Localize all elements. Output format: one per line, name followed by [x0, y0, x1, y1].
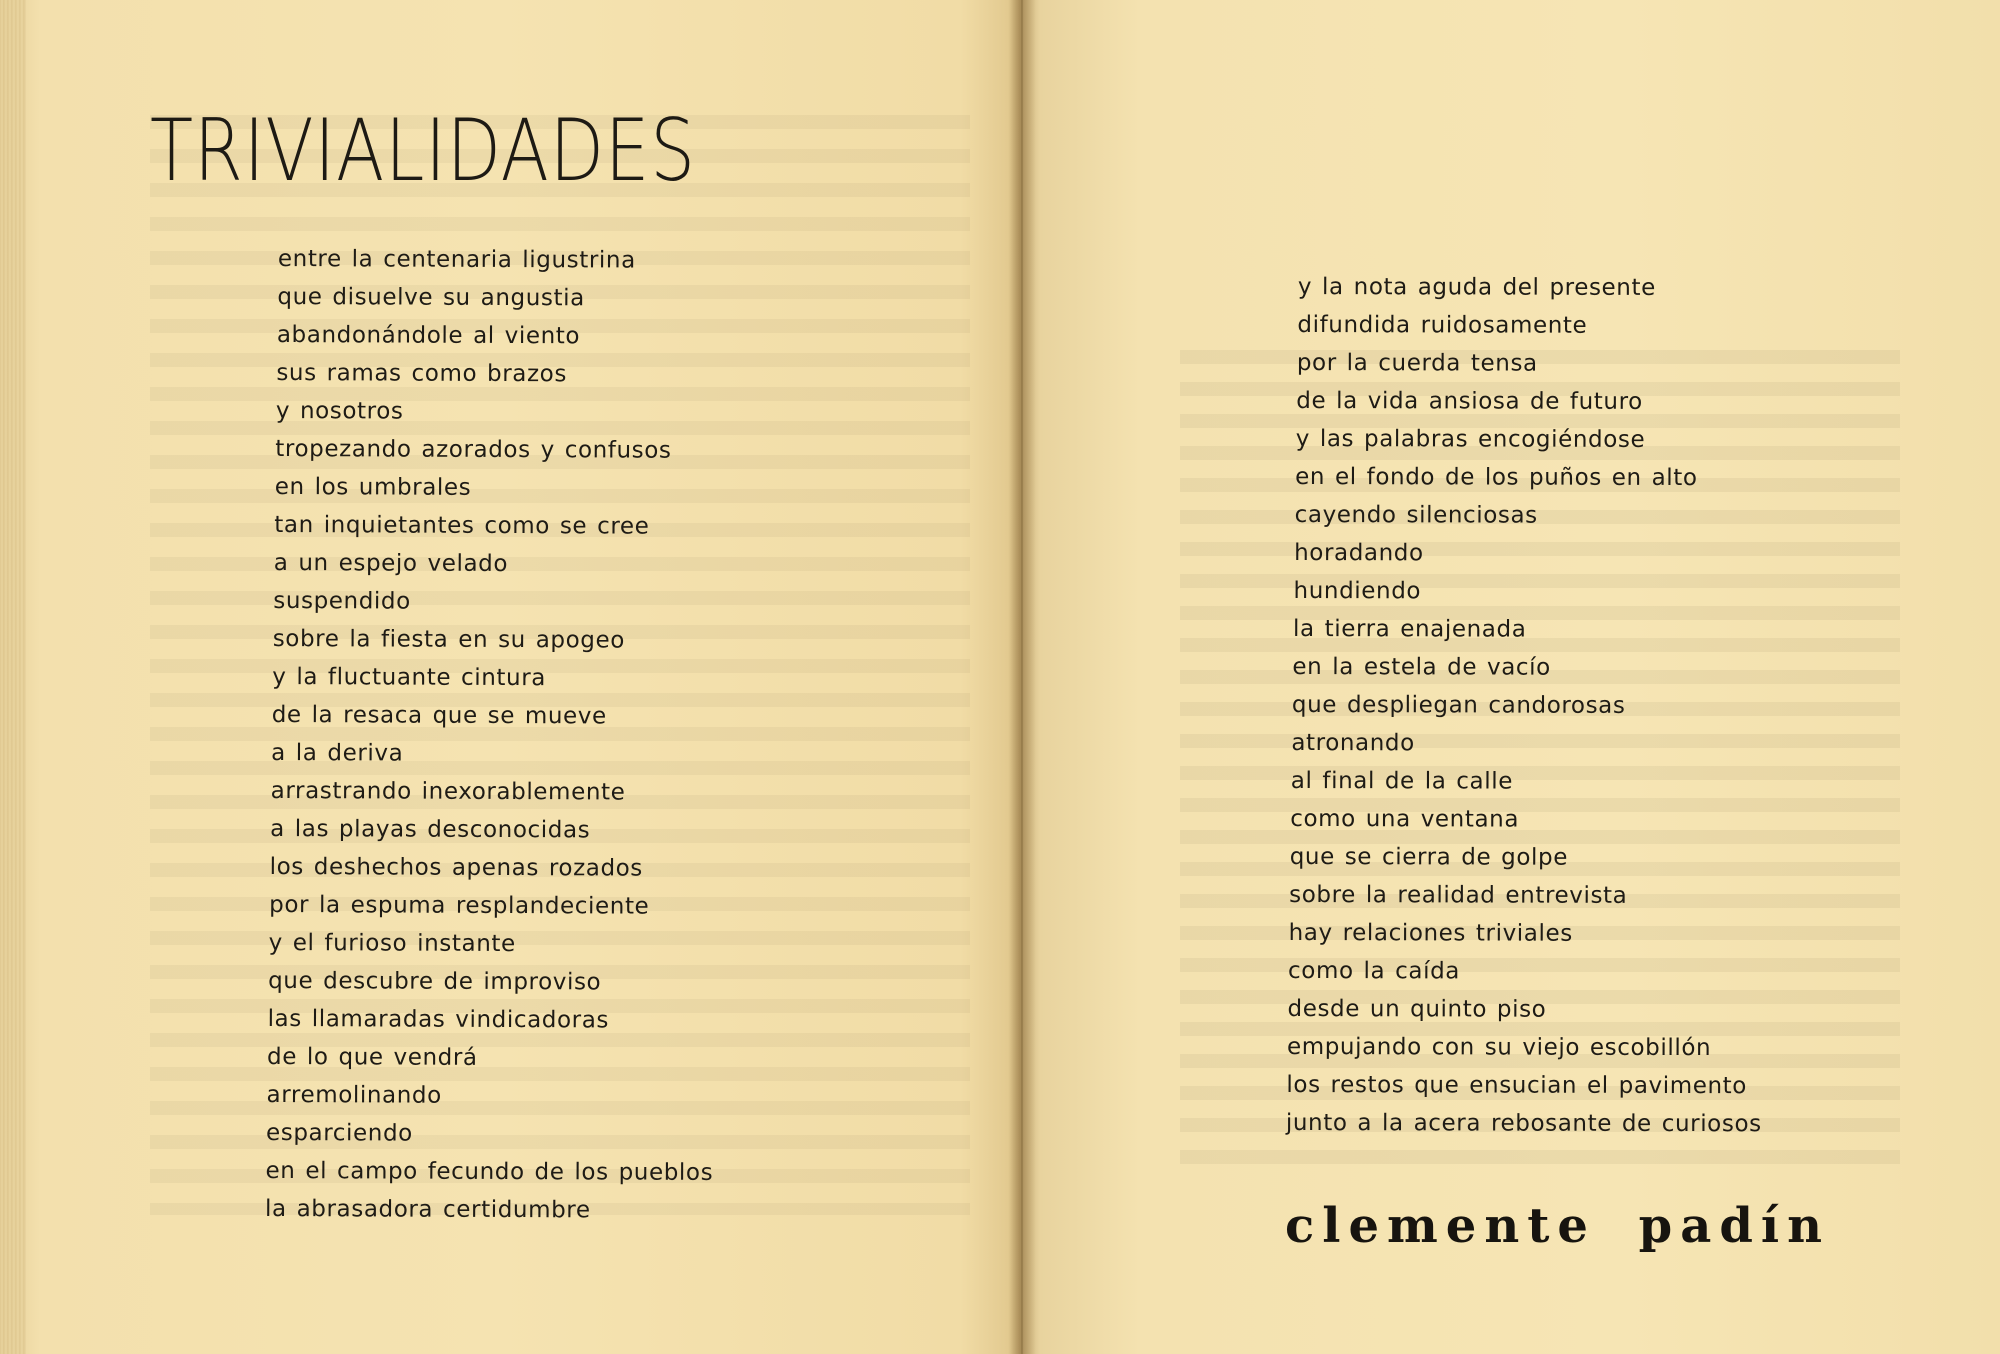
poem-line: la tierra enajenada: [1292, 615, 1527, 643]
poem-line: por la espuma resplandeciente: [269, 891, 650, 920]
poem-line: hundiendo: [1293, 577, 1422, 605]
poem-line: atronando: [1291, 729, 1415, 757]
poem-line: y las palabras encogiéndose: [1295, 425, 1646, 453]
poem-line: hay relaciones triviales: [1288, 919, 1573, 947]
poem-line: suspendido: [273, 587, 411, 615]
poem-line: sobre la fiesta en su apogeo: [272, 625, 626, 654]
poem-line: de la resaca que se mueve: [271, 701, 607, 730]
page-edges: [0, 0, 26, 1354]
poem-line: en el campo fecundo de los pueblos: [265, 1157, 714, 1186]
poem-line: difundida ruidosamente: [1297, 311, 1588, 339]
poem-title: TRIVIALIDADES: [150, 101, 696, 201]
poem-line: que disuelve su angustia: [277, 283, 585, 312]
poem-line: junto a la acera rebosante de curiosos: [1285, 1109, 1762, 1138]
poem-line: y la fluctuante cintura: [272, 663, 547, 692]
poem-line: arrastrando inexorablemente: [270, 777, 626, 806]
poem-left-column: [264, 240, 718, 1230]
poem-line: y el furioso instante: [268, 929, 516, 958]
poem-line: como una ventana: [1290, 805, 1520, 833]
poem-line: los restos que ensucian el pavimento: [1286, 1071, 1748, 1100]
poem-line: a las playas desconocidas: [270, 815, 591, 844]
poem-line: y la nota aguda del presente: [1297, 273, 1656, 301]
poem-line: tropezando azorados y confusos: [275, 435, 672, 464]
poem-line: y nosotros: [275, 397, 404, 425]
poem-line: esparciendo: [266, 1119, 413, 1147]
poem-line: en los umbrales: [274, 473, 472, 501]
poem-line: abandonándole al viento: [276, 321, 581, 350]
poem-line: entre la centenaria ligustrina: [277, 245, 636, 274]
poem-line: a la deriva: [271, 739, 404, 767]
poem-line: horadando: [1294, 539, 1424, 567]
poem-line: cayendo silenciosas: [1294, 501, 1538, 529]
poem-line: que se cierra de golpe: [1289, 843, 1569, 871]
poem-line: en la estela de vacío: [1292, 653, 1551, 681]
poem-line: desde un quinto piso: [1287, 995, 1547, 1023]
book-gutter: [1008, 0, 1036, 1354]
poem-right-column: [1285, 268, 1764, 1143]
poem-line: arremolinando: [266, 1081, 442, 1109]
poem-line: de lo que vendrá: [267, 1043, 478, 1071]
poem-line: a un espejo velado: [273, 549, 509, 578]
poem-line: tan inquietantes como se cree: [274, 511, 650, 540]
author-signature: clemente padín: [1285, 1198, 1831, 1254]
poem-line: las llamaradas vindicadoras: [267, 1005, 610, 1034]
poem-line: los deshechos apenas rozados: [269, 853, 643, 882]
poem-line: la abrasadora certidumbre: [264, 1195, 591, 1224]
poem-line: al final de la calle: [1290, 767, 1514, 795]
poem-line: en el fondo de los puños en alto: [1295, 463, 1698, 492]
poem-line: como la caída: [1288, 957, 1461, 985]
poem-line: por la cuerda tensa: [1296, 349, 1538, 377]
poem-line: sus ramas como brazos: [276, 359, 568, 388]
poem-line: que descubre de improviso: [268, 967, 602, 996]
poem-line: de la vida ansiosa de futuro: [1296, 387, 1643, 415]
poem-line: que despliegan candorosas: [1291, 691, 1626, 719]
poem-line: empujando con su viejo escobillón: [1286, 1033, 1712, 1062]
poem-line: sobre la realidad entrevista: [1289, 881, 1628, 909]
